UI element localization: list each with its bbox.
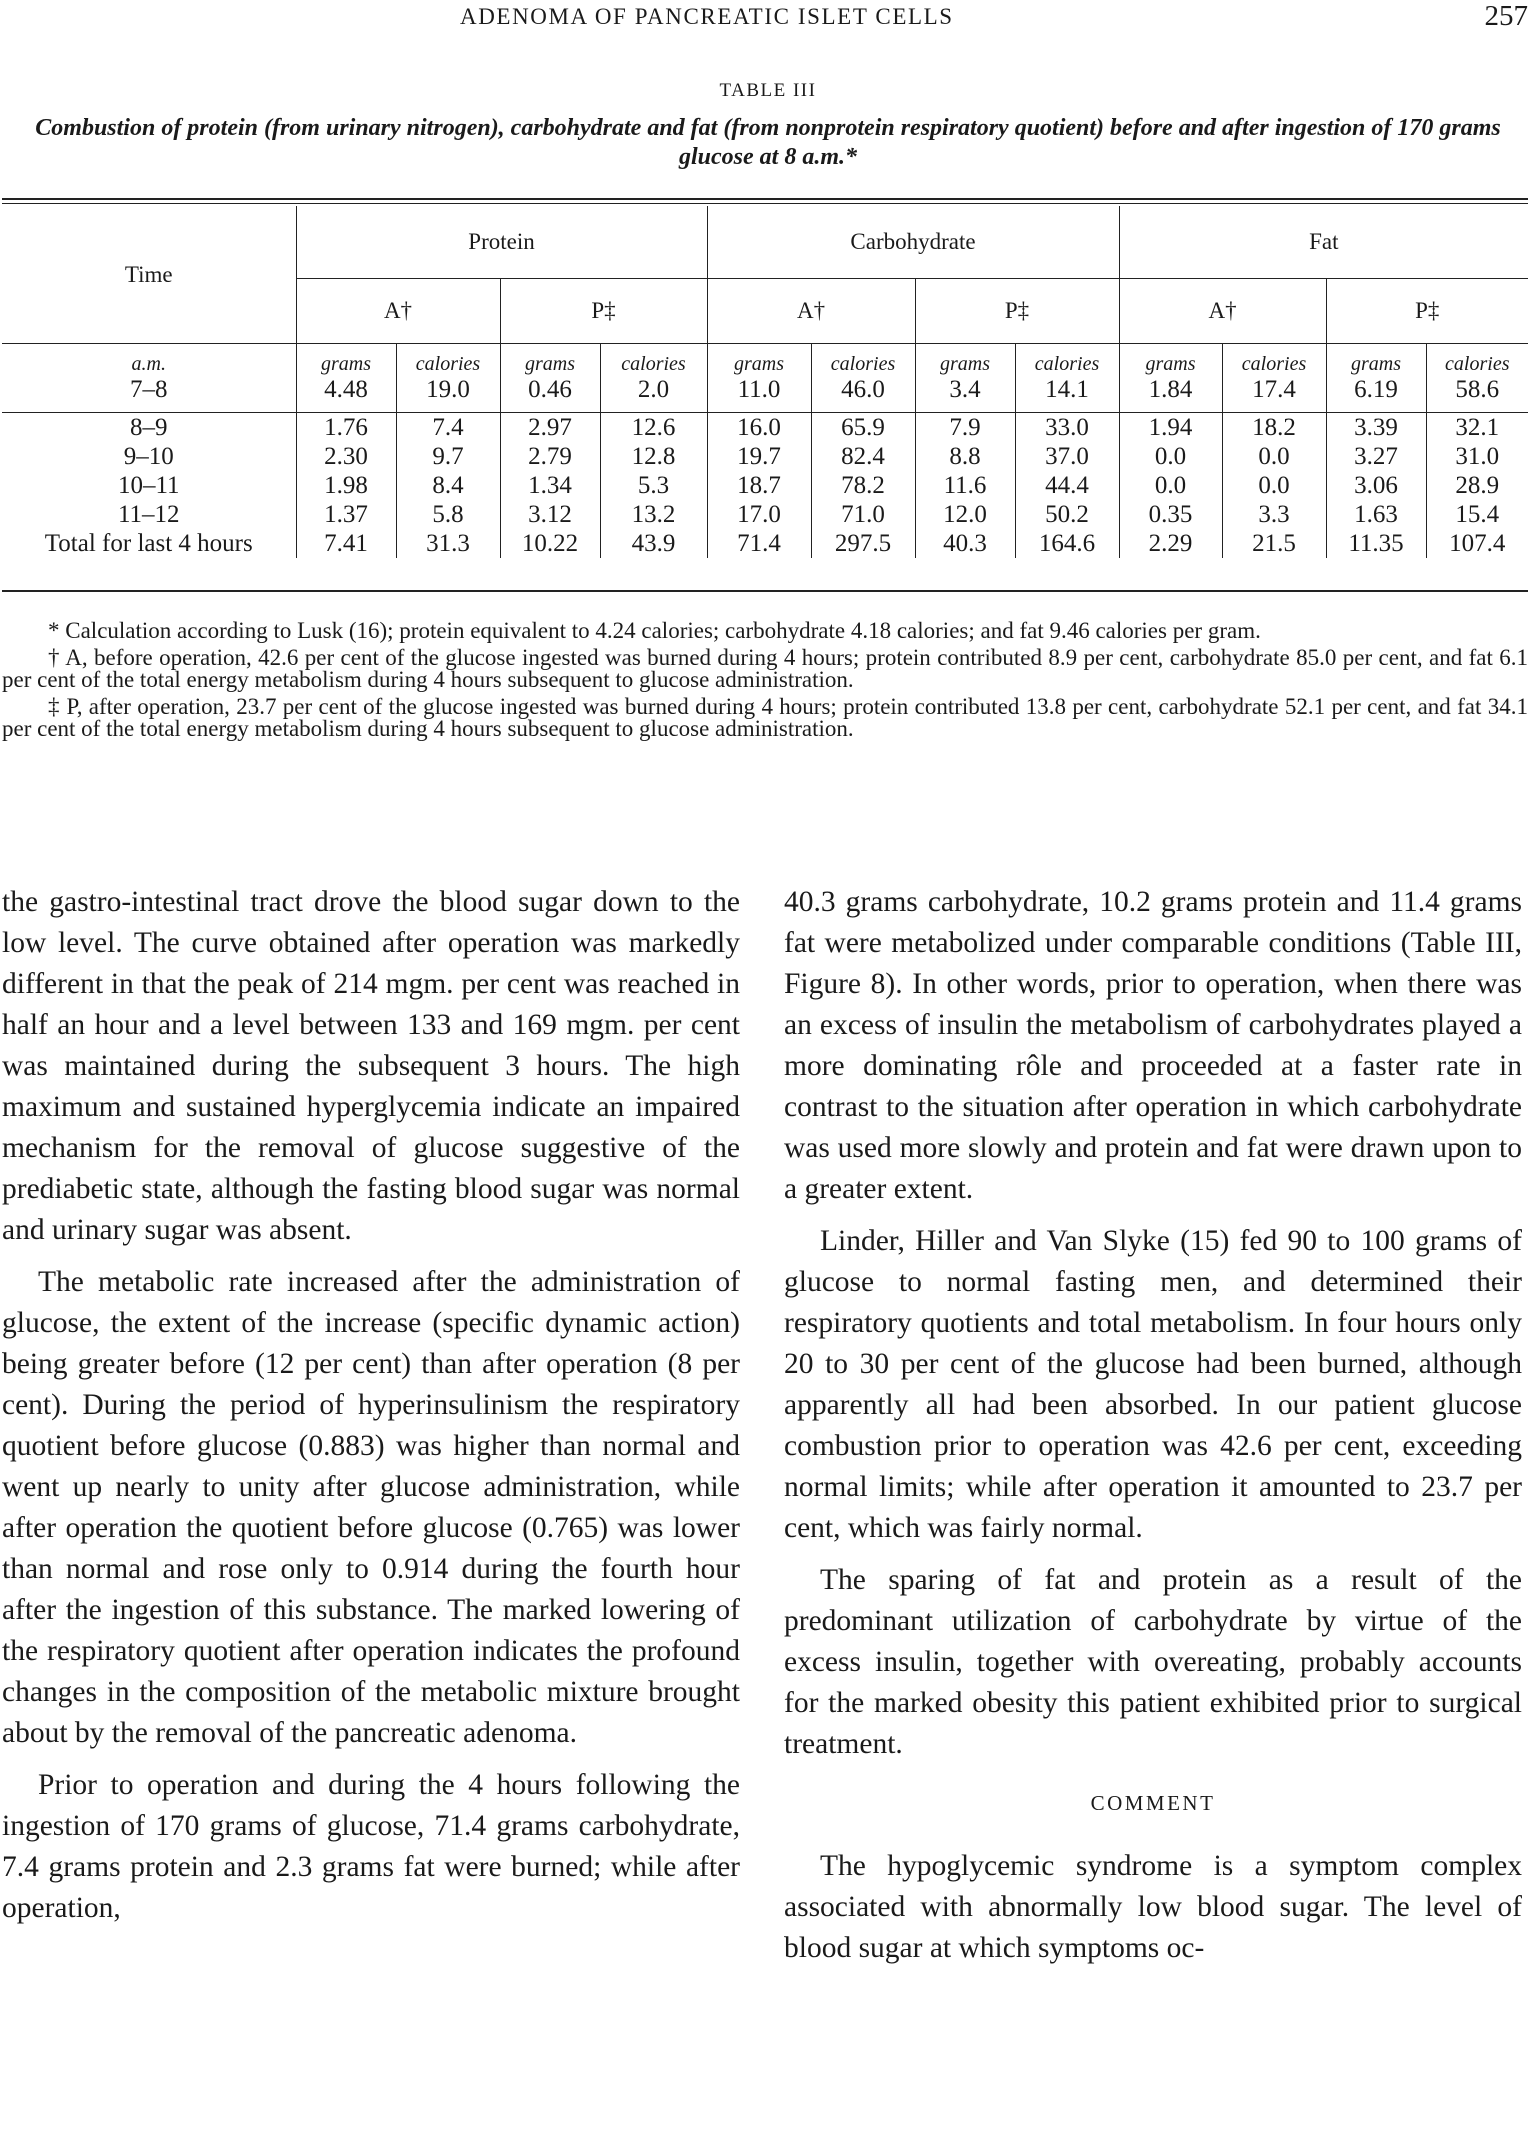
paragraph: The hypoglycemic syndrome is a symptom complex associated with abnormally low blood sugar. The level of blood sugar at which symptoms oc- — [784, 1850, 1522, 1964]
time-cell: 11–12 — [117, 501, 180, 528]
value-cell: 1.84 — [1119, 376, 1222, 413]
group-header-row — [2, 206, 1528, 279]
value-cell: 43.9 — [600, 529, 707, 558]
value-cell: 1.34 — [500, 471, 600, 500]
value-cell: 32.1 — [1426, 413, 1528, 443]
value-cell: 12.8 — [600, 442, 707, 471]
footnote: † A, before operation, 42.6 per cent of the glucose ingested was burned during 4 hours; protein contributed 8.9 per cent, carbohydrate 85.0 per cent, and fat 6.1 per cent of the total energy metabolism during 4 hours subsequent to glucose administration. — [2, 645, 1528, 692]
value-cell: 58.6 — [1426, 376, 1528, 413]
value-cell: 50.2 — [1015, 500, 1119, 529]
unit-cell: grams — [500, 344, 600, 377]
paragraph: The metabolic rate increased after the administration of glucose, the extent of the increase (specific dynamic action) being greater before (12 per cent) than after operation (8 per cent). During the period of hyperinsulinism the respiratory quotient before glucose (0.883) was higher than normal and went up nearly to unity after glucose administration, while after operation the quotient before glucose (0.765) was lower than normal and rose only to 0.914 during the fourth hour after the ingestion of this substance. The marked lowering of the respiratory quotient after operation indicates the profound changes in the composition of the metabolic mixture brought about by the removal of the pancreatic adenoma. — [2, 1266, 740, 1749]
value-cell: 14.1 — [1015, 376, 1119, 413]
value-cell: 18.7 — [707, 471, 811, 500]
value-cell: 4.48 — [296, 376, 396, 413]
unit-cell: calories — [396, 344, 500, 377]
value-cell: 19.0 — [396, 376, 500, 413]
time-cell: 8–9 — [2, 413, 296, 443]
unit-cell: grams — [707, 344, 811, 377]
value-cell: 10.22 — [500, 529, 600, 558]
unit-cell: grams — [1326, 344, 1426, 377]
value-cell: 11.6 — [915, 471, 1015, 500]
value-cell: 17.4 — [1222, 376, 1326, 413]
value-cell: 5.8 — [396, 500, 500, 529]
paragraph: Prior to operation and during the 4 hours following the ingestion of 170 grams of glucose, 71.4 grams carbohydrate, 7.4 grams protein and 2.3 grams fat were burned; while after operation, — [2, 1769, 740, 1924]
value-cell: 40.3 — [915, 529, 1015, 558]
value-cell: 0.46 — [500, 376, 600, 413]
value-cell: 0.0 — [1222, 442, 1326, 471]
unit-cell: calories — [1426, 344, 1528, 377]
table-caption: Combustion of protein (from urinary nitrogen), carbohydrate and fat (from nonprotein respiratory quotient) before and after ingestion of 170 grams glucose at 8 a.m.* — [35, 115, 1501, 170]
value-cell: 18.2 — [1222, 413, 1326, 443]
subgroup-label: A† — [296, 279, 500, 344]
value-cell: 3.27 — [1326, 442, 1426, 471]
group-carbohydrate: Carbohydrate — [707, 206, 1119, 279]
value-cell: 0.0 — [1222, 471, 1326, 500]
table-footnotes — [2, 620, 1528, 745]
unit-cell: grams — [915, 344, 1015, 377]
group-protein: Protein — [296, 206, 707, 279]
value-cell: 3.12 — [500, 500, 600, 529]
unit-cell: calories — [811, 344, 915, 377]
value-cell: 2.79 — [500, 442, 600, 471]
value-cell: 7.9 — [915, 413, 1015, 443]
time-cell: Total for last 4 hours — [44, 530, 253, 557]
data-table — [2, 206, 1528, 558]
value-cell: 3.06 — [1326, 471, 1426, 500]
value-cell: 1.37 — [296, 500, 396, 529]
table-label: TABLE III — [719, 80, 817, 101]
subgroup-label: P‡ — [500, 279, 707, 344]
paragraph: Linder, Hiller and Van Slyke (15) fed 90 to 100 grams of glucose to normal fasting men, and determined their respiratory quotients and total metabolism. In four hours only 20 to 30 per cent of the glucose had been burned, although apparently all had been absorbed. In our patient glucose combustion prior to operation was 42.6 per cent, exceeding normal limits; while after operation it amounted to 23.7 per cent, which was fairly normal. — [784, 1225, 1522, 1544]
value-cell: 11.35 — [1326, 529, 1426, 558]
value-cell: 16.0 — [707, 413, 811, 443]
value-cell: 1.76 — [296, 413, 396, 443]
time-unit: a.m. — [2, 344, 296, 377]
time-cell: 7–8 — [130, 376, 168, 403]
unit-cell: grams — [296, 344, 396, 377]
group-fat: Fat — [1119, 206, 1528, 279]
page-number: 257 — [1484, 0, 1528, 32]
units-row — [2, 344, 1528, 377]
value-cell: 7.4 — [396, 413, 500, 443]
value-cell: 46.0 — [811, 376, 915, 413]
footnote: ‡ P, after operation, 23.7 per cent of the glucose ingested was burned during 4 hours; protein contributed 13.8 per cent, carbohydrate 52.1 per cent, and fat 34.1 per cent of the total energy metabolism during 4 hours subsequent to glucose administration. — [2, 694, 1528, 741]
value-cell: 3.3 — [1222, 500, 1326, 529]
footnote: * Calculation according to Lusk (16); protein equivalent to 4.24 calories; carbohydrate 4.18 calories; and fat 9.46 calories per gram. — [48, 618, 1261, 643]
table-row — [2, 471, 1528, 500]
value-cell: 71.0 — [811, 500, 915, 529]
value-cell: 107.4 — [1426, 529, 1528, 558]
paragraph: 40.3 grams carbohydrate, 10.2 grams protein and 11.4 grams fat were metabolized under comparable conditions (Table III, Figure 8). In other words, prior to operation, when there was an excess of insulin the metabolism of carbohydrates played a more dominating rôle and proceeded at a faster rate in contrast to the situation after operation in which carbohydrate was used more slowly and protein and fat were drawn upon to a greater extent. — [784, 886, 1522, 1205]
value-cell: 11.0 — [707, 376, 811, 413]
value-cell: 3.4 — [915, 376, 1015, 413]
value-cell: 31.3 — [396, 529, 500, 558]
value-cell: 17.0 — [707, 500, 811, 529]
value-cell: 44.4 — [1015, 471, 1119, 500]
time-cell: 10–11 — [117, 472, 180, 499]
paragraph: the gastro-intestinal tract drove the blood sugar down to the low level. The curve obtained after operation was markedly different in that the peak of 214 mgm. per cent was reached in half an hour and a level between 133 and 169 mgm. per cent was maintained during the subsequent 3 hours. The high maximum and sustained hyperglycemia indicate an impaired mechanism for the removal of glucose suggestive of the prediabetic state, although the fasting blood sugar was normal and urinary sugar was absent. — [2, 886, 740, 1246]
value-cell: 5.3 — [600, 471, 707, 500]
value-cell: 12.0 — [915, 500, 1015, 529]
value-cell: 28.9 — [1426, 471, 1528, 500]
subgroup-label: P‡ — [915, 279, 1119, 344]
unit-cell: calories — [1222, 344, 1326, 377]
value-cell: 6.19 — [1326, 376, 1426, 413]
section-heading: COMMENT — [1090, 1791, 1216, 1815]
value-cell: 3.39 — [1326, 413, 1426, 443]
value-cell: 2.30 — [296, 442, 396, 471]
value-cell: 71.4 — [707, 529, 811, 558]
right-column — [784, 882, 1522, 1980]
value-cell: 2.97 — [500, 413, 600, 443]
value-cell: 82.4 — [811, 442, 915, 471]
value-cell: 78.2 — [811, 471, 915, 500]
table-top-rule-thin — [2, 203, 1528, 204]
value-cell: 33.0 — [1015, 413, 1119, 443]
value-cell: 1.98 — [296, 471, 396, 500]
running-title: ADENOMA OF PANCREATIC ISLET CELLS — [460, 4, 954, 29]
value-cell: 7.41 — [296, 529, 396, 558]
unit-cell: calories — [1015, 344, 1119, 377]
time-header: Time — [124, 261, 173, 287]
value-cell: 8.4 — [396, 471, 500, 500]
value-cell: 8.8 — [915, 442, 1015, 471]
left-column — [2, 882, 740, 1940]
value-cell: 164.6 — [1015, 529, 1119, 558]
baseline-row — [2, 376, 1528, 413]
value-cell: 297.5 — [811, 529, 915, 558]
subgroup-label: P‡ — [1326, 279, 1528, 344]
table-row — [2, 500, 1528, 529]
value-cell: 21.5 — [1222, 529, 1326, 558]
value-cell: 12.6 — [600, 413, 707, 443]
value-cell: 2.29 — [1119, 529, 1222, 558]
table-row — [2, 413, 1528, 443]
value-cell: 65.9 — [811, 413, 915, 443]
value-cell: 19.7 — [707, 442, 811, 471]
value-cell: 37.0 — [1015, 442, 1119, 471]
subgroup-label: A† — [707, 279, 915, 344]
subgroup-label: A† — [1119, 279, 1326, 344]
unit-cell: calories — [600, 344, 707, 377]
unit-cell: grams — [1119, 344, 1222, 377]
value-cell: 0.35 — [1119, 500, 1222, 529]
value-cell: 1.94 — [1119, 413, 1222, 443]
value-cell: 31.0 — [1426, 442, 1528, 471]
value-cell: 1.63 — [1326, 500, 1426, 529]
value-cell: 2.0 — [600, 376, 707, 413]
value-cell: 0.0 — [1119, 471, 1222, 500]
table-row-total — [2, 529, 1528, 558]
table-top-rule — [2, 198, 1528, 200]
time-cell: 9–10 — [123, 443, 174, 470]
value-cell: 15.4 — [1426, 500, 1528, 529]
paragraph: The sparing of fat and protein as a result of the predominant utilization of carbohydrate by virtue of the excess insulin, together with overeating, probably accounts for the marked obesity this patient exhibited prior to surgical treatment. — [784, 1564, 1522, 1760]
table-row — [2, 442, 1528, 471]
value-cell: 13.2 — [600, 500, 707, 529]
value-cell: 9.7 — [396, 442, 500, 471]
table-bottom-rule — [2, 590, 1528, 592]
value-cell: 0.0 — [1119, 442, 1222, 471]
